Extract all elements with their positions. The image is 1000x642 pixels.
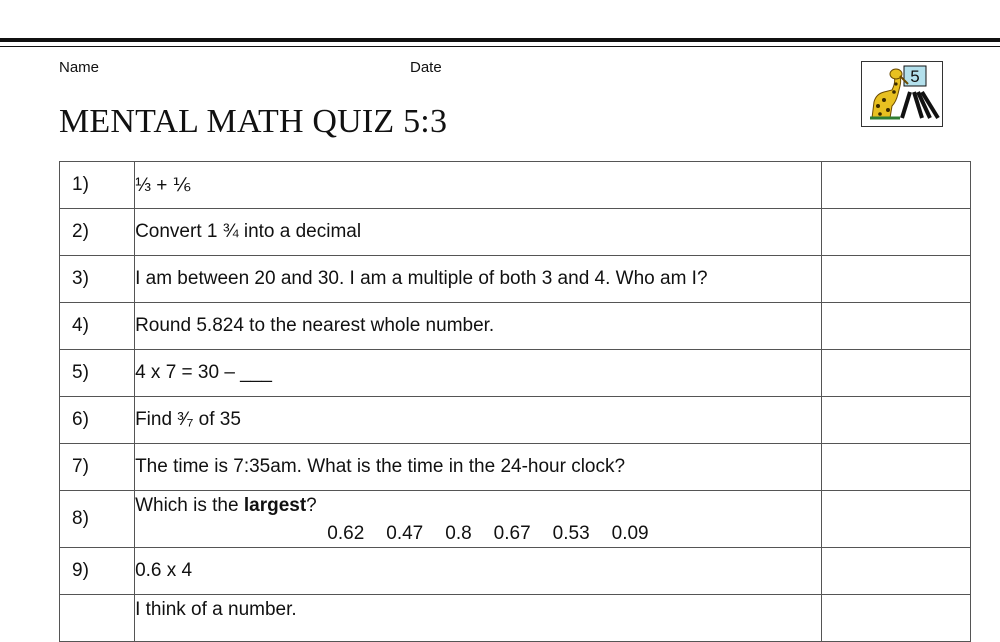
question-text: 0.6 x 4 [135,548,822,595]
answer-cell[interactable] [821,303,970,350]
question-text: I think of a number. [135,595,822,642]
answer-choices [135,521,821,547]
answer-cell[interactable] [821,548,970,595]
answer-cell[interactable] [821,444,970,491]
question-text: Round 5.824 to the nearest whole number. [135,303,822,350]
question-number: 1) [60,162,135,209]
answer-cell[interactable] [821,491,970,548]
question-text: Convert 1 ¾ into a decimal [135,209,822,256]
question-number: 9) [60,548,135,595]
question-text: 4 x 7 = 30 – ___ [135,350,822,397]
choice-value: 0.8 [445,523,472,544]
answer-cell[interactable] [821,256,970,303]
choice-value: 0.47 [386,523,424,544]
table-row [60,350,971,397]
table-row [60,256,971,303]
giraffe-icon [862,62,942,126]
answer-cell[interactable] [821,350,970,397]
grade-number: 5 [910,67,920,86]
table-row [60,595,971,642]
answer-cell[interactable] [821,397,970,444]
choice-value: 0.67 [493,523,531,544]
table-row [60,491,971,548]
question-number: 8) [60,491,135,548]
question-number: 7) [60,444,135,491]
answer-cell[interactable] [821,162,970,209]
question-text: I am between 20 and 30. I am a multiple of both 3 and 4. Who am I? [135,256,822,303]
question-number: 2) [60,209,135,256]
question-number: 4) [60,303,135,350]
quiz-table [59,161,971,642]
page-title: MENTAL MATH QUIZ 5:3 [59,103,448,140]
top-rule-thick [0,38,1000,42]
question-text: The time is 7:35am. What is the time in the 24-hour clock? [135,444,822,491]
choice-value: 0.62 [327,523,365,544]
table-row [60,303,971,350]
grade-logo [861,61,943,127]
table-row [60,397,971,444]
question-number: 3) [60,256,135,303]
question-text [135,491,822,548]
choice-value: 0.09 [611,523,649,544]
question-number: 6) [60,397,135,444]
table-row [60,444,971,491]
choice-value: 0.53 [552,523,590,544]
question-text: Find ³⁄₇ of 35 [135,397,822,444]
table-row [60,162,971,209]
table-row [60,209,971,256]
name-label: Name [59,59,100,76]
date-label: Date [410,59,442,76]
question-text: ⅓ + ⅙ [135,162,822,209]
question-number: 5) [60,350,135,397]
answer-cell[interactable] [821,209,970,256]
question-number [60,595,135,642]
answer-cell[interactable] [821,595,970,642]
emphasis-word: largest [243,495,307,517]
table-row [60,548,971,595]
question-prompt: Which is the largest? [135,495,317,517]
top-rule-thin [0,46,1000,47]
